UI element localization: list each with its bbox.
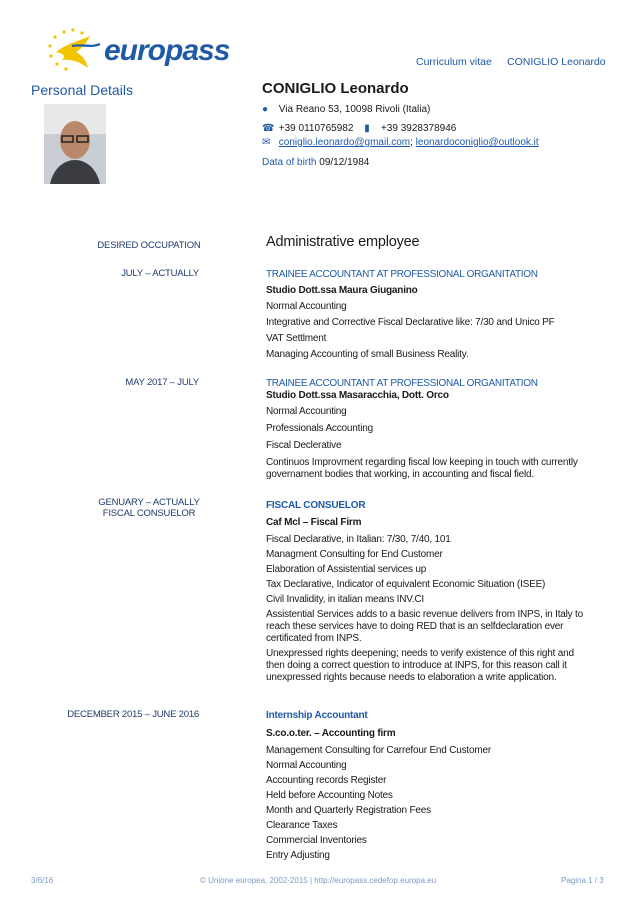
- job-2-line: Professionals Accounting: [266, 423, 373, 434]
- job-3: [266, 500, 606, 684]
- job-3-line: Assistential Services adds to a basic revenue delivers from INPS, in Italy to: [266, 609, 583, 620]
- job-4-period: DECEMBER 2015 – JUNE 2016: [67, 709, 199, 720]
- job-3-line: reach these services have to doing RED that is an selfdeclaration ever: [266, 621, 564, 632]
- job-3-line: then doing a correct question to introduce at INPS, for this reason call it: [266, 660, 567, 671]
- job-4-line: Month and Quarterly Registration Fees: [266, 805, 431, 816]
- phone-icon: ☎: [262, 123, 275, 134]
- occupation-value: Administrative employee: [266, 234, 420, 250]
- job-3-line: Elaboration of Assistential services up: [266, 564, 427, 575]
- location-pin-icon: ●: [262, 104, 269, 115]
- footer-page: Pagina 1 / 3: [561, 876, 604, 885]
- job-4-line: Entry Adjusting: [266, 850, 330, 861]
- email-link-1[interactable]: coniglio.leonardo@gmail.com: [278, 137, 411, 148]
- job-2-line: Continuos Improvment regarding fiscal low keeping in touch with currently: [266, 457, 578, 468]
- job-3-line: certificated from INPS.: [266, 633, 362, 644]
- logo-wordmark: europass: [104, 34, 230, 67]
- email-separator: ;: [410, 137, 413, 148]
- avatar: [44, 104, 106, 184]
- job-1-title: TRAINEE ACCOUNTANT AT PROFESSIONAL ORGANITATION: [266, 269, 538, 280]
- phone: +39 0110765982: [278, 123, 354, 134]
- job-4-line: Clearance Taxes: [266, 820, 338, 831]
- job-3-line: Civil Invalidity, in italian means INV.CI: [266, 594, 424, 605]
- dob-line: [262, 157, 369, 168]
- job-4-title: Internship Accountant: [266, 710, 368, 721]
- footer-copyright: © Unione europea, 2002-2015 | http://europass.cedefop.europa.eu: [200, 876, 437, 885]
- job-2-line: Normal Accounting: [266, 406, 347, 417]
- occupation-label: DESIRED OCCUPATION: [97, 240, 201, 251]
- job-2: [266, 378, 606, 481]
- job-4-line: Held before Accounting Notes: [266, 790, 393, 801]
- email-icon: ✉: [262, 137, 271, 148]
- job-3-line: Unexpressed rights deepening; needs to verify existence of this right and: [266, 648, 574, 659]
- job-1-line: Normal Accounting: [266, 301, 347, 312]
- job-3-line: Fiscal Declarative, in Italian: 7/30, 7/40, 101: [266, 534, 451, 545]
- header-name: CONIGLIO Leonardo: [507, 56, 606, 68]
- job-1-line: Integrative and Corrective Fiscal Declarative like: 7/30 and Unico PF: [266, 317, 555, 328]
- job-4-line: Accounting records Register: [266, 775, 387, 786]
- job-4-line: Normal Accounting: [266, 760, 347, 771]
- job-3-period: [69, 497, 229, 519]
- job-2-line: governament bodies that working, in accounting and fiscal field.: [266, 469, 534, 480]
- address-line: [262, 104, 430, 115]
- job-1: [266, 269, 606, 361]
- job-3-line: Tax Declarative, Indicator of equivalent Economic Situation (ISEE): [266, 579, 546, 590]
- job-2-period: MAY 2017 – JULY: [125, 377, 199, 388]
- phone-line: [262, 123, 456, 134]
- header-cv-label: Curriculum vitae: [416, 56, 492, 68]
- job-2-title: TRAINEE ACCOUNTANT AT PROFESSIONAL ORGANITATION: [266, 378, 538, 389]
- job-2-line: Fiscal Declerative: [266, 440, 342, 451]
- dob-label: Data of birth: [262, 157, 317, 168]
- job-3-employer: Caf Mcl – Fiscal Firm: [266, 517, 362, 528]
- mobile: +39 3928378946: [380, 123, 457, 134]
- candidate-name: CONIGLIO Leonardo: [262, 80, 409, 97]
- job-1-period: JULY – ACTUALLY: [121, 268, 199, 279]
- address: Via Reano 53, 10098 Rivoli (Italia): [278, 104, 431, 115]
- job-1-line: VAT Settlment: [266, 333, 327, 344]
- job-4-line: Commercial Inventories: [266, 835, 367, 846]
- job-4: [266, 710, 606, 862]
- email-line: [262, 137, 539, 148]
- job-4-line: Management Consulting for Carrefour End Customer: [266, 745, 491, 756]
- job-2-employer: Studio Dott.ssa Masaracchia, Dott. Orco: [266, 390, 449, 401]
- job-4-employer: S.co.o.ter. – Accounting firm: [266, 728, 396, 739]
- job-3-line: unexpressed rights because needs to elaboration a write application.: [266, 672, 557, 683]
- job-1-employer: Studio Dott.ssa Maura Giuganino: [266, 285, 418, 296]
- job-3-period-line-2: FISCAL CONSUELOR: [102, 508, 196, 519]
- job-3-title: FISCAL CONSUELOR: [266, 500, 366, 511]
- dob-value: 09/12/1984: [319, 157, 370, 168]
- job-3-period-line-1: GENUARY – ACTUALLY: [98, 497, 200, 508]
- job-3-line: Managment Consulting for End Customer: [266, 549, 443, 560]
- footer-date: 3/6/16: [31, 876, 54, 885]
- personal-details-heading: Personal Details: [31, 82, 133, 98]
- email-link-2[interactable]: leonardoconiglio@outlook.it: [415, 137, 539, 148]
- job-1-line: Managing Accounting of small Business Reality.: [266, 349, 469, 360]
- mobile-icon: ▮: [364, 123, 370, 134]
- europass-logo: [42, 22, 267, 74]
- profile-photo: [44, 104, 106, 184]
